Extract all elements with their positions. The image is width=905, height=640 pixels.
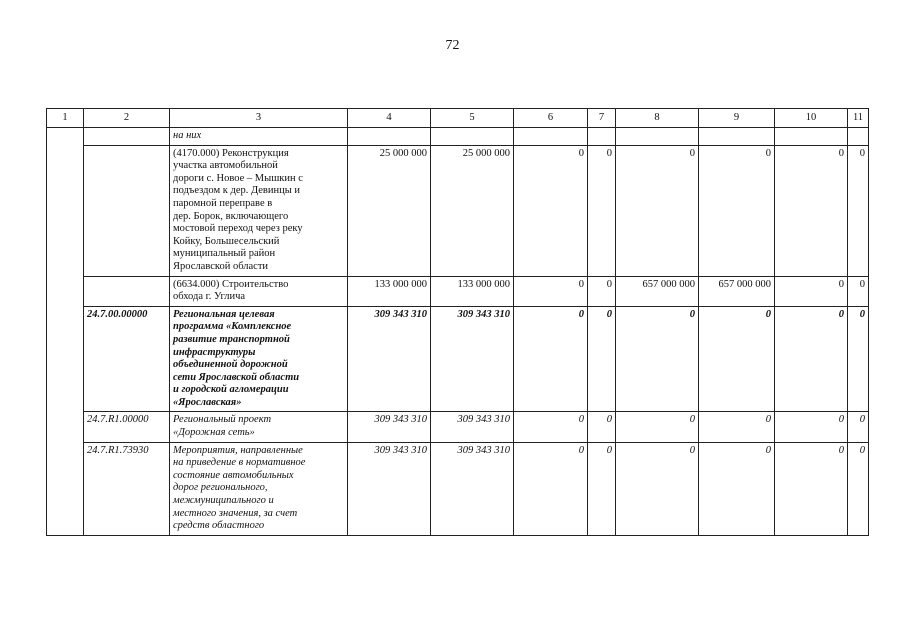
cell-value: 657 000 000 <box>699 276 775 306</box>
cell-value: 0 <box>775 145 848 276</box>
column-header: 2 <box>84 109 170 128</box>
cell-value: 0 <box>775 306 848 412</box>
cell-code: 24.7.R1.00000 <box>84 412 170 442</box>
budget-table <box>46 108 869 536</box>
cell-value <box>348 128 431 146</box>
cell-value: 0 <box>775 412 848 442</box>
cell-col1 <box>47 128 84 536</box>
column-header: 11 <box>848 109 869 128</box>
cell-value: 0 <box>616 145 699 276</box>
cell-code: 24.7.00.00000 <box>84 306 170 412</box>
column-header: 8 <box>616 109 699 128</box>
cell-value: 133 000 000 <box>348 276 431 306</box>
cell-value: 0 <box>848 412 869 442</box>
cell-value: 0 <box>699 442 775 535</box>
table-row <box>47 442 869 535</box>
cell-value: 0 <box>699 145 775 276</box>
cell-value: 25 000 000 <box>431 145 514 276</box>
table-header-row <box>47 109 869 128</box>
cell-value: 0 <box>514 145 588 276</box>
cell-value: 0 <box>848 276 869 306</box>
cell-value: 0 <box>848 442 869 535</box>
table-row <box>47 145 869 276</box>
table-body <box>47 128 869 536</box>
column-header: 4 <box>348 109 431 128</box>
column-header: 3 <box>170 109 348 128</box>
cell-value: 0 <box>588 442 616 535</box>
page-number: 72 <box>445 38 460 53</box>
cell-value <box>514 128 588 146</box>
cell-value <box>699 128 775 146</box>
cell-value: 0 <box>588 276 616 306</box>
column-header: 9 <box>699 109 775 128</box>
cell-name: (6634.000) Строительство обхода г. Углича <box>170 276 348 306</box>
cell-value <box>431 128 514 146</box>
cell-value: 25 000 000 <box>348 145 431 276</box>
table-row <box>47 276 869 306</box>
cell-value: 0 <box>848 145 869 276</box>
column-header: 10 <box>775 109 848 128</box>
cell-value: 133 000 000 <box>431 276 514 306</box>
cell-value: 0 <box>588 412 616 442</box>
cell-value: 309 343 310 <box>431 306 514 412</box>
cell-value: 0 <box>699 306 775 412</box>
cell-value <box>588 128 616 146</box>
column-header: 1 <box>47 109 84 128</box>
cell-code <box>84 145 170 276</box>
cell-value: 0 <box>588 145 616 276</box>
table-row <box>47 306 869 412</box>
cell-value: 657 000 000 <box>616 276 699 306</box>
cell-value: 309 343 310 <box>431 442 514 535</box>
cell-code <box>84 128 170 146</box>
cell-value: 0 <box>616 306 699 412</box>
cell-value: 0 <box>514 412 588 442</box>
cell-value: 309 343 310 <box>348 442 431 535</box>
table-row <box>47 128 869 146</box>
cell-value: 309 343 310 <box>431 412 514 442</box>
cell-code: 24.7.R1.73930 <box>84 442 170 535</box>
cell-value: 0 <box>588 306 616 412</box>
cell-name: (4170.000) Реконструкция участка автомобильной дороги с. Новое – Мышкин с подъездом к дер. Девинцы и паромной переправе в дер. Борок, включающего мостовой переход через реку Койку, Большесельский муниципальный район Ярославской области <box>170 145 348 276</box>
column-header: 5 <box>431 109 514 128</box>
column-header: 6 <box>514 109 588 128</box>
cell-value <box>616 128 699 146</box>
cell-value: 0 <box>775 442 848 535</box>
cell-value <box>775 128 848 146</box>
table-row <box>47 412 869 442</box>
cell-value: 0 <box>514 442 588 535</box>
cell-value: 0 <box>775 276 848 306</box>
cell-value: 0 <box>699 412 775 442</box>
cell-name: на них <box>170 128 348 146</box>
cell-value: 309 343 310 <box>348 412 431 442</box>
cell-value: 0 <box>514 276 588 306</box>
cell-value: 309 343 310 <box>348 306 431 412</box>
cell-name: Мероприятия, направленные на приведение в нормативное состояние автомобильных дорог регионального, межмуниципального и местного значения, за счет средств областного <box>170 442 348 535</box>
cell-value <box>848 128 869 146</box>
cell-value: 0 <box>848 306 869 412</box>
cell-name: Региональная целевая программа «Комплексное развитие транспортной инфраструктуры объединенной дорожной сети Ярославской области и городской агломерации «Ярославская» <box>170 306 348 412</box>
cell-code <box>84 276 170 306</box>
cell-value: 0 <box>616 442 699 535</box>
cell-value: 0 <box>514 306 588 412</box>
cell-value: 0 <box>616 412 699 442</box>
cell-name: Региональный проект «Дорожная сеть» <box>170 412 348 442</box>
column-header: 7 <box>588 109 616 128</box>
